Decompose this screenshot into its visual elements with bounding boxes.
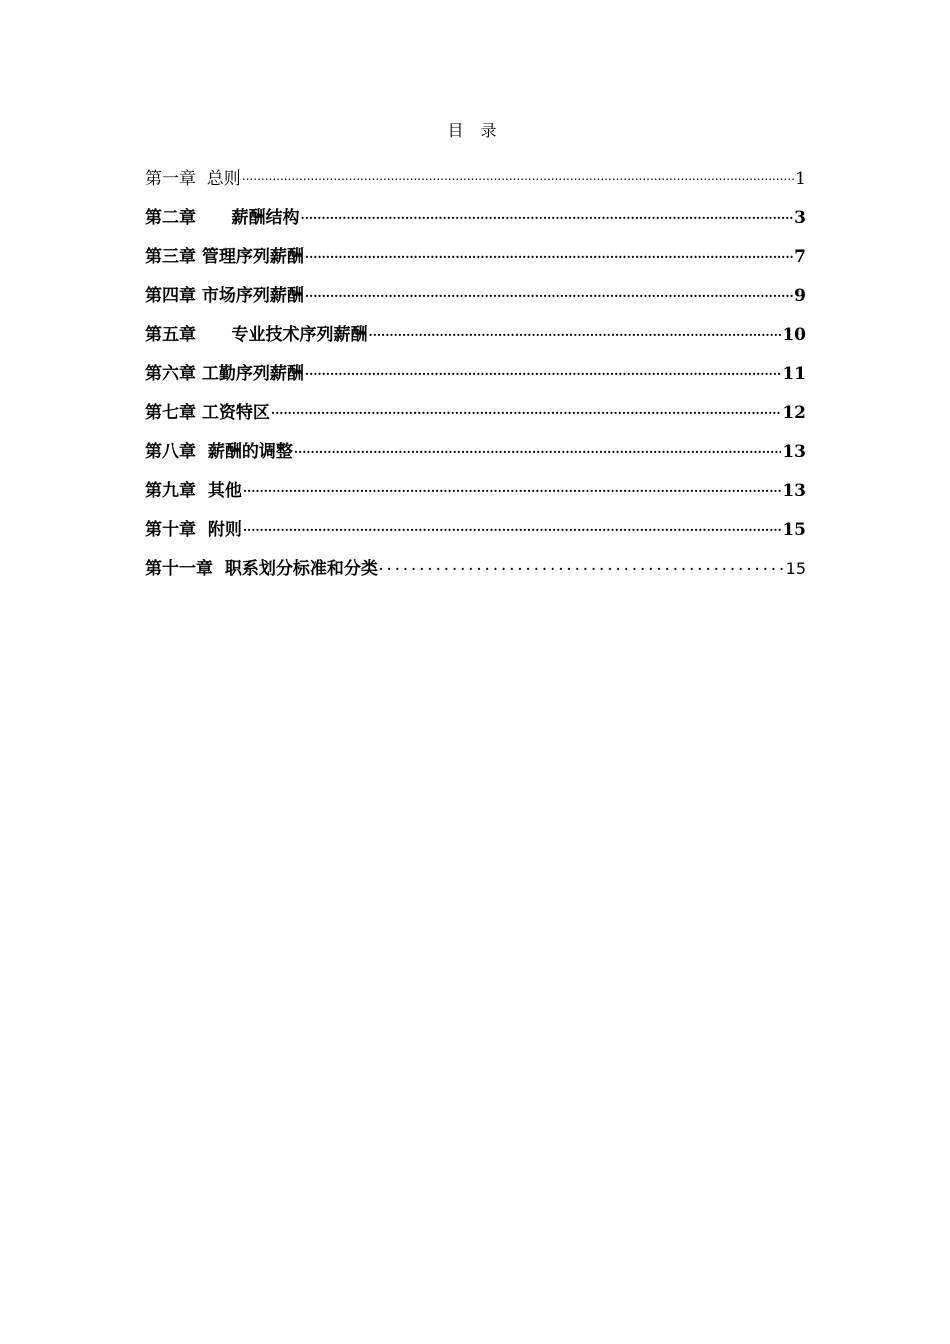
toc-dot-leader [242, 162, 794, 189]
toc-entry-label: 第十一章 职系划分标准和分类 [145, 559, 378, 579]
table-of-contents [145, 166, 806, 595]
toc-entry-chapter-10[interactable] [145, 517, 806, 556]
toc-dot-leader [305, 240, 793, 267]
toc-entry-chapter-1[interactable] [145, 166, 806, 205]
toc-entry-page: 11 [782, 364, 806, 384]
toc-entry-page: 13 [782, 442, 806, 462]
toc-dot-leader [301, 201, 794, 228]
toc-dot-leader [305, 279, 793, 306]
toc-entry-label: 第九章 其他 [145, 481, 242, 501]
toc-entry-chapter-7[interactable] [145, 400, 806, 439]
toc-entry-page: 7 [794, 247, 806, 267]
toc-entry-label: 第一章 总则 [145, 169, 241, 189]
toc-entry-page: 15 [785, 559, 806, 578]
toc-entry-page: 1 [795, 169, 806, 189]
toc-entry-label: 第六章 工勤序列薪酬 [145, 364, 304, 384]
toc-entry-page: 3 [794, 208, 806, 228]
toc-dot-leader [243, 474, 781, 501]
toc-entry-page: 13 [782, 481, 806, 501]
toc-title: 目 录 [447, 121, 503, 140]
toc-dot-leader [369, 318, 782, 345]
toc-entry-page: 15 [782, 520, 806, 540]
toc-dot-leader [379, 552, 785, 579]
toc-entry-label: 第三章 管理序列薪酬 [145, 247, 304, 267]
toc-entry-page: 10 [782, 325, 806, 345]
toc-dot-leader [271, 396, 781, 423]
toc-entry-label: 第二章 薪酬结构 [145, 208, 300, 228]
toc-entry-label: 第七章 工资特区 [145, 403, 270, 423]
toc-entry-page: 9 [794, 286, 806, 306]
toc-dot-leader [243, 513, 781, 540]
toc-entry-chapter-4[interactable] [145, 283, 806, 322]
toc-dot-leader [305, 357, 781, 384]
toc-entry-label: 第四章 市场序列薪酬 [145, 286, 304, 306]
toc-entry-page: 12 [782, 403, 806, 423]
toc-dot-leader [294, 435, 781, 462]
toc-entry-chapter-11[interactable] [145, 556, 806, 595]
toc-entry-label: 第八章 薪酬的调整 [145, 442, 293, 462]
toc-entry-chapter-6[interactable] [145, 361, 806, 400]
toc-entry-chapter-3[interactable] [145, 244, 806, 283]
toc-entry-chapter-5[interactable] [145, 322, 806, 361]
toc-entry-label: 第五章 专业技术序列薪酬 [145, 325, 368, 345]
toc-entry-label: 第十章 附则 [145, 520, 242, 540]
toc-entry-chapter-2[interactable] [145, 205, 806, 244]
toc-entry-chapter-9[interactable] [145, 478, 806, 517]
toc-entry-chapter-8[interactable] [145, 439, 806, 478]
